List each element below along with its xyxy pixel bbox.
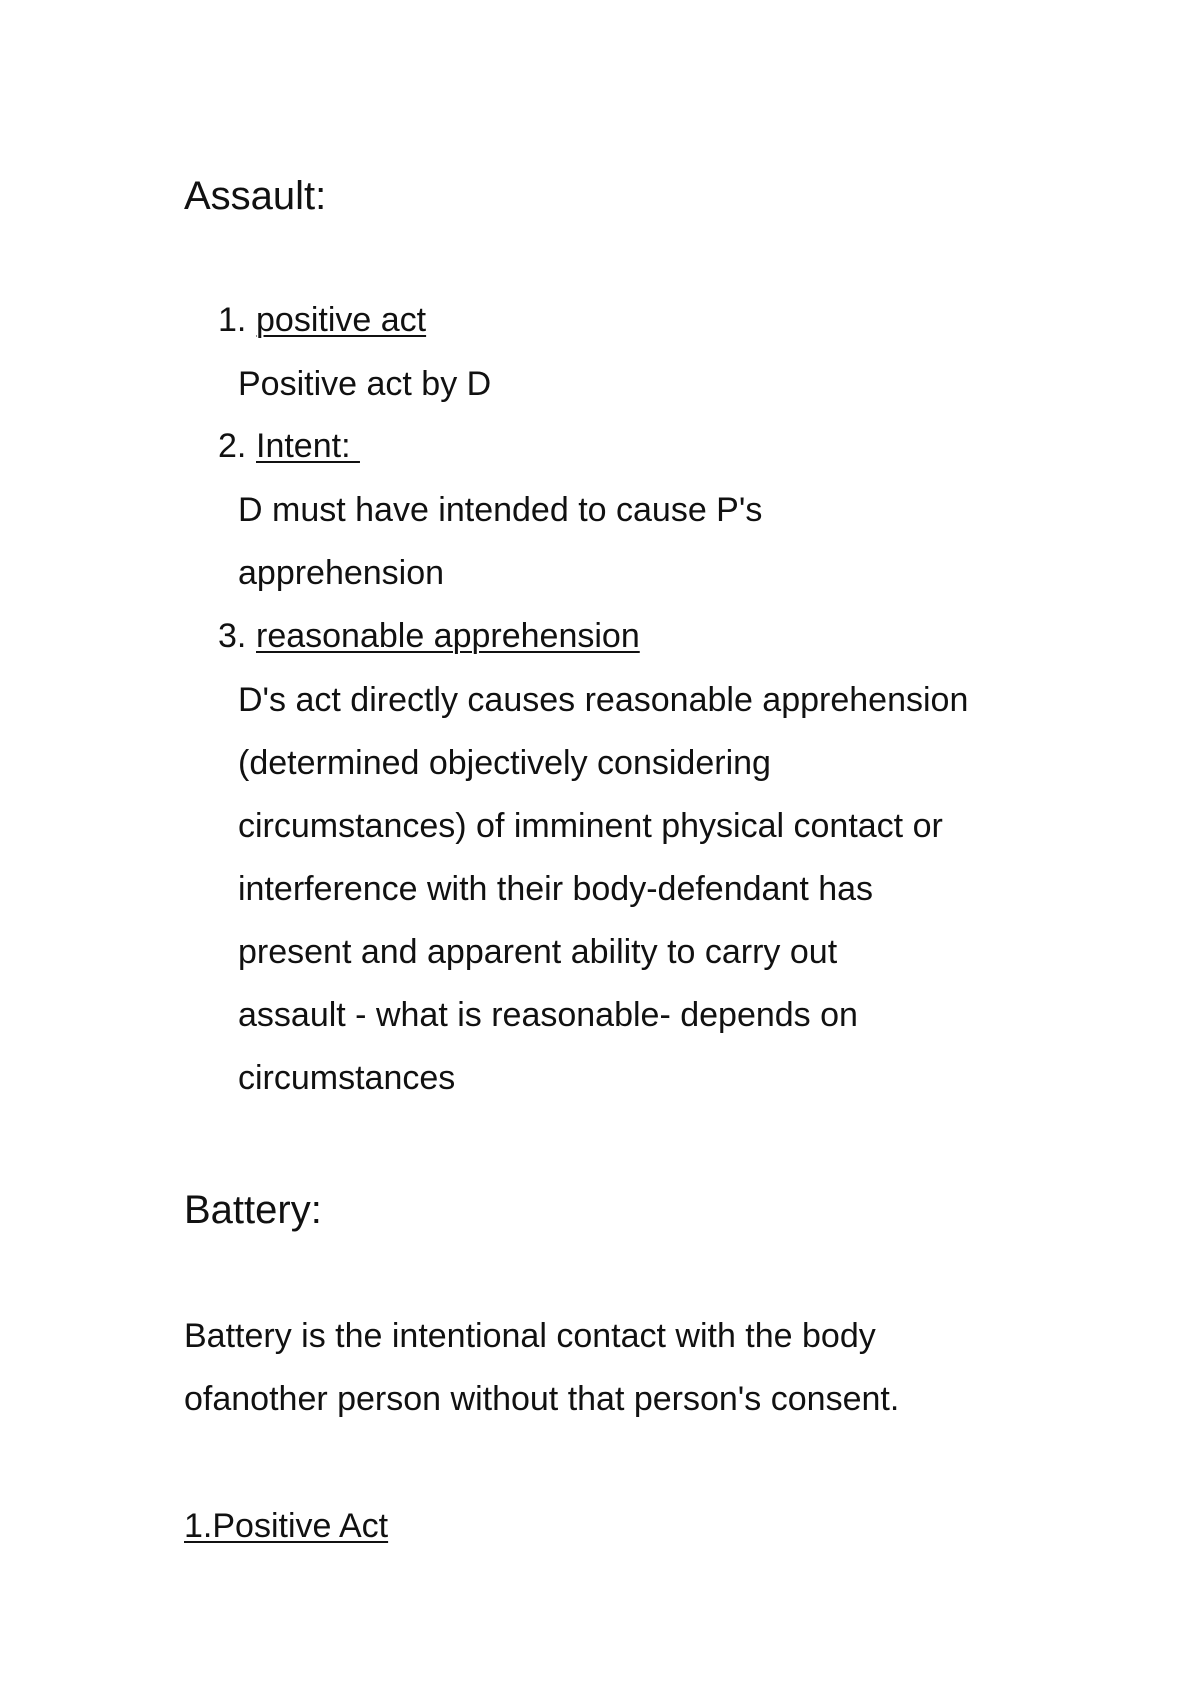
battery-heading: Battery: [184, 1188, 322, 1232]
assault-item-3-text-line-6: assault - what is reasonable- depends on [238, 996, 858, 1034]
assault-item-1-number: 1. [218, 301, 247, 339]
assault-item-3-text-line-7: circumstances [238, 1059, 456, 1097]
assault-item-2-text-line-2: apprehension [238, 554, 445, 592]
assault-item-3-text-line-4: interference with their body-defendant has [238, 870, 874, 908]
assault-item-3-text-line-3: circumstances) of imminent physical contact or [238, 807, 943, 845]
battery-definition-line-2: ofanother person without that person's consent. [184, 1380, 900, 1418]
assault-item-1-title: positive act [256, 301, 427, 339]
assault-item-3-number: 3. [218, 617, 247, 655]
assault-heading: Assault: [184, 174, 327, 218]
assault-item-1-text-line-1: Positive act by D [238, 365, 492, 403]
battery-definition-line-1: Battery is the intentional contact with the body [184, 1317, 876, 1355]
assault-item-3-title: reasonable apprehension [256, 617, 640, 655]
assault-item-3-text-line-5: present and apparent ability to carry out [238, 933, 838, 971]
assault-item-2-text-line-1: D must have intended to cause P's [238, 491, 763, 529]
assault-item-2-title: Intent: [256, 427, 360, 465]
battery-subheading-positive-act: 1.Positive Act [184, 1507, 389, 1545]
assault-item-3-text-line-1: D's act directly causes reasonable apprehension [238, 681, 969, 719]
assault-item-3-text-line-2: (determined objectively considering [238, 744, 771, 782]
assault-item-2-number: 2. [218, 427, 247, 465]
